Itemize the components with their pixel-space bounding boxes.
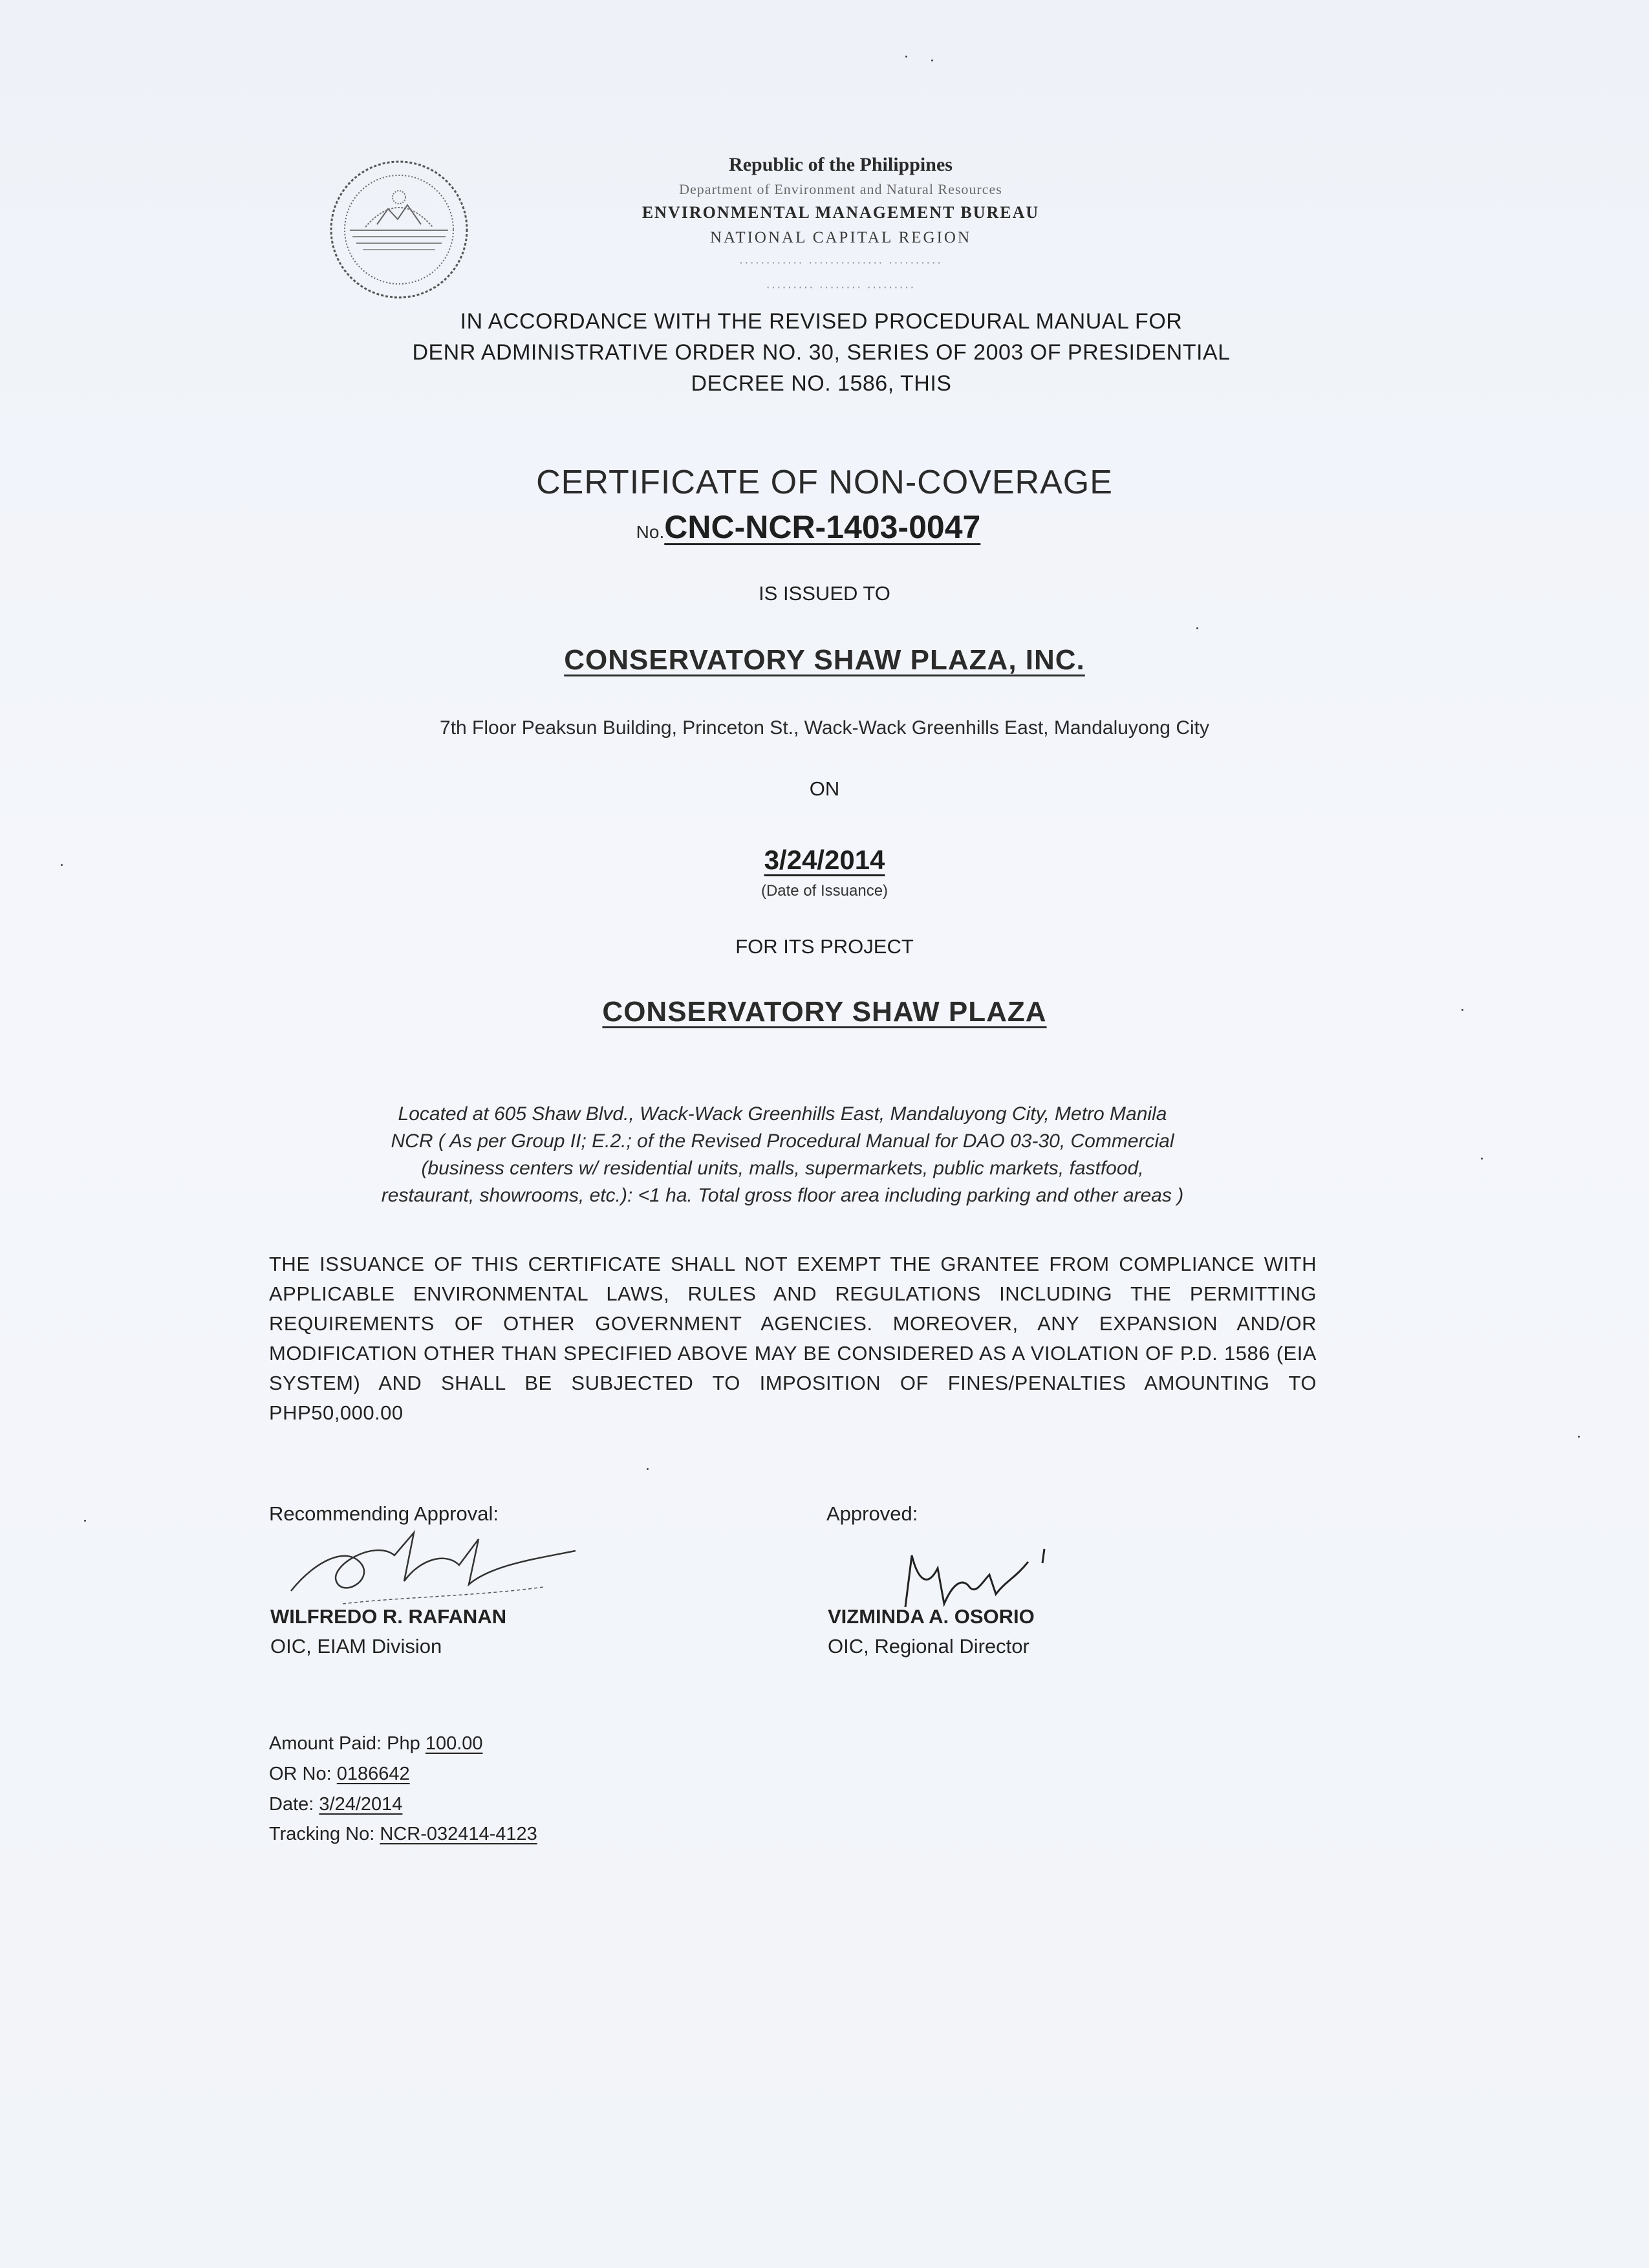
tracking-number [269,1824,537,1845]
grantee-address: 7th Floor Peaksun Building, Princeton St., Wack-Wack Greenhills East, Mandaluyong City [440,717,1209,739]
approved-title: OIC, Regional Director [828,1635,1029,1658]
issue-date: 3/24/2014 [764,845,885,875]
recommending-name: WILFREDO R. RAFANAN [270,1605,507,1628]
tracking-number-label: Tracking No: [269,1824,375,1844]
scan-speck [1578,1436,1580,1438]
header-department: Department of Environment and Natural Resources [679,181,1002,197]
scan-speck [1481,1158,1483,1160]
tracking-number-value: NCR-032414-4123 [380,1824,537,1844]
recommending-approval-label: Recommending Approval: [269,1502,499,1525]
recommending-signature [265,1520,601,1617]
header-republic: Republic of the Philippines [729,154,953,175]
intro-line-2: DENR ADMINISTRATIVE ORDER NO. 30, SERIES OF 2003 OF PRESIDENTIAL [412,340,1231,365]
scan-speck [1461,1009,1463,1011]
header-address-line-2: ········· ········ ········· [766,281,916,294]
scan-speck [647,1468,649,1470]
recommending-title: OIC, EIAM Division [270,1635,442,1658]
location-line-4: restaurant, showrooms, etc.): <1 ha. Total gross floor area including parking and other areas ) [381,1185,1184,1206]
certificate-number-label: No. [636,522,665,542]
issue-date-caption: (Date of Issuance) [760,882,889,900]
location-line-3: (business centers w/ residential units, malls, supermarkets, public markets, fastfood, [421,1158,1144,1179]
issued-to-label: IS ISSUED TO [759,582,890,605]
approved-name: VIZMINDA A. OSORIO [828,1605,1035,1628]
certificate-title: CERTIFICATE OF NON-COVERAGE [536,464,1113,501]
amount-paid-label: Amount Paid: Php [269,1733,420,1754]
certificate-number [569,508,1048,546]
intro-line-1: IN ACCORDANCE WITH THE REVISED PROCEDURAL MANUAL FOR [460,309,1183,334]
project-location-block [259,1101,1306,1209]
header-address-line-1: ············ ·············· ·········· [738,256,943,270]
payment-date-label: Date: [269,1794,314,1815]
approved-label: Approved: [826,1502,918,1525]
denr-seal-icon [327,157,472,303]
location-line-1: Located at 605 Shaw Blvd., Wack-Wack Greenhills East, Mandaluyong City, Metro Manila [398,1103,1167,1125]
project-name: CONSERVATORY SHAW PLAZA [602,996,1047,1028]
certificate-number-value: CNC-NCR-1403-0047 [664,509,981,545]
scan-speck [61,864,63,866]
or-number-value: 0186642 [336,1764,410,1784]
scan-speck [931,59,933,61]
amount-paid-value: 100.00 [425,1733,483,1754]
amount-paid [269,1733,483,1755]
or-number-label: OR No: [269,1764,332,1784]
intro-line-3: DECREE NO. 1586, THIS [691,371,952,396]
scan-speck [84,1520,86,1522]
header-region: NATIONAL CAPITAL REGION [710,229,971,246]
project-label: FOR ITS PROJECT [735,935,914,958]
scan-speck [1196,627,1198,629]
header-bureau: ENVIRONMENTAL MANAGEMENT BUREAU [641,203,1040,222]
exemption-notice: THE ISSUANCE OF THIS CERTIFICATE SHALL NOT EXEMPT THE GRANTEE FROM COMPLIANCE WITH APPLICABLE ENVIRONMENTAL LAWS, RULES AND REGULATIONS INCLUDING THE PERMITTING REQUIREMENTS OF OTHER GOVERNMENT AGENCIES. MOREOVER, ANY EXPANSION AND/OR MODIFICATION OTHER THAN SPECIFIED ABOVE MAY BE CONSIDERED AS A VIOLATION OF P.D. 1586 (EIA SYSTEM) AND SHALL BE SUBJECTED TO IMPOSITION OF FINES/PENALTIES AMOUNTING TO PHP50,000.00 [269,1253,1317,1424]
or-number [269,1764,410,1785]
grantee-name: CONSERVATORY SHAW PLAZA, INC. [564,644,1085,676]
payment-date [269,1794,402,1815]
location-line-2: NCR ( As per Group II; E.2.; of the Revised Procedural Manual for DAO 03-30, Commercial [391,1130,1174,1152]
payment-date-value: 3/24/2014 [319,1794,403,1815]
on-label: ON [809,777,840,800]
scan-speck [905,56,907,58]
